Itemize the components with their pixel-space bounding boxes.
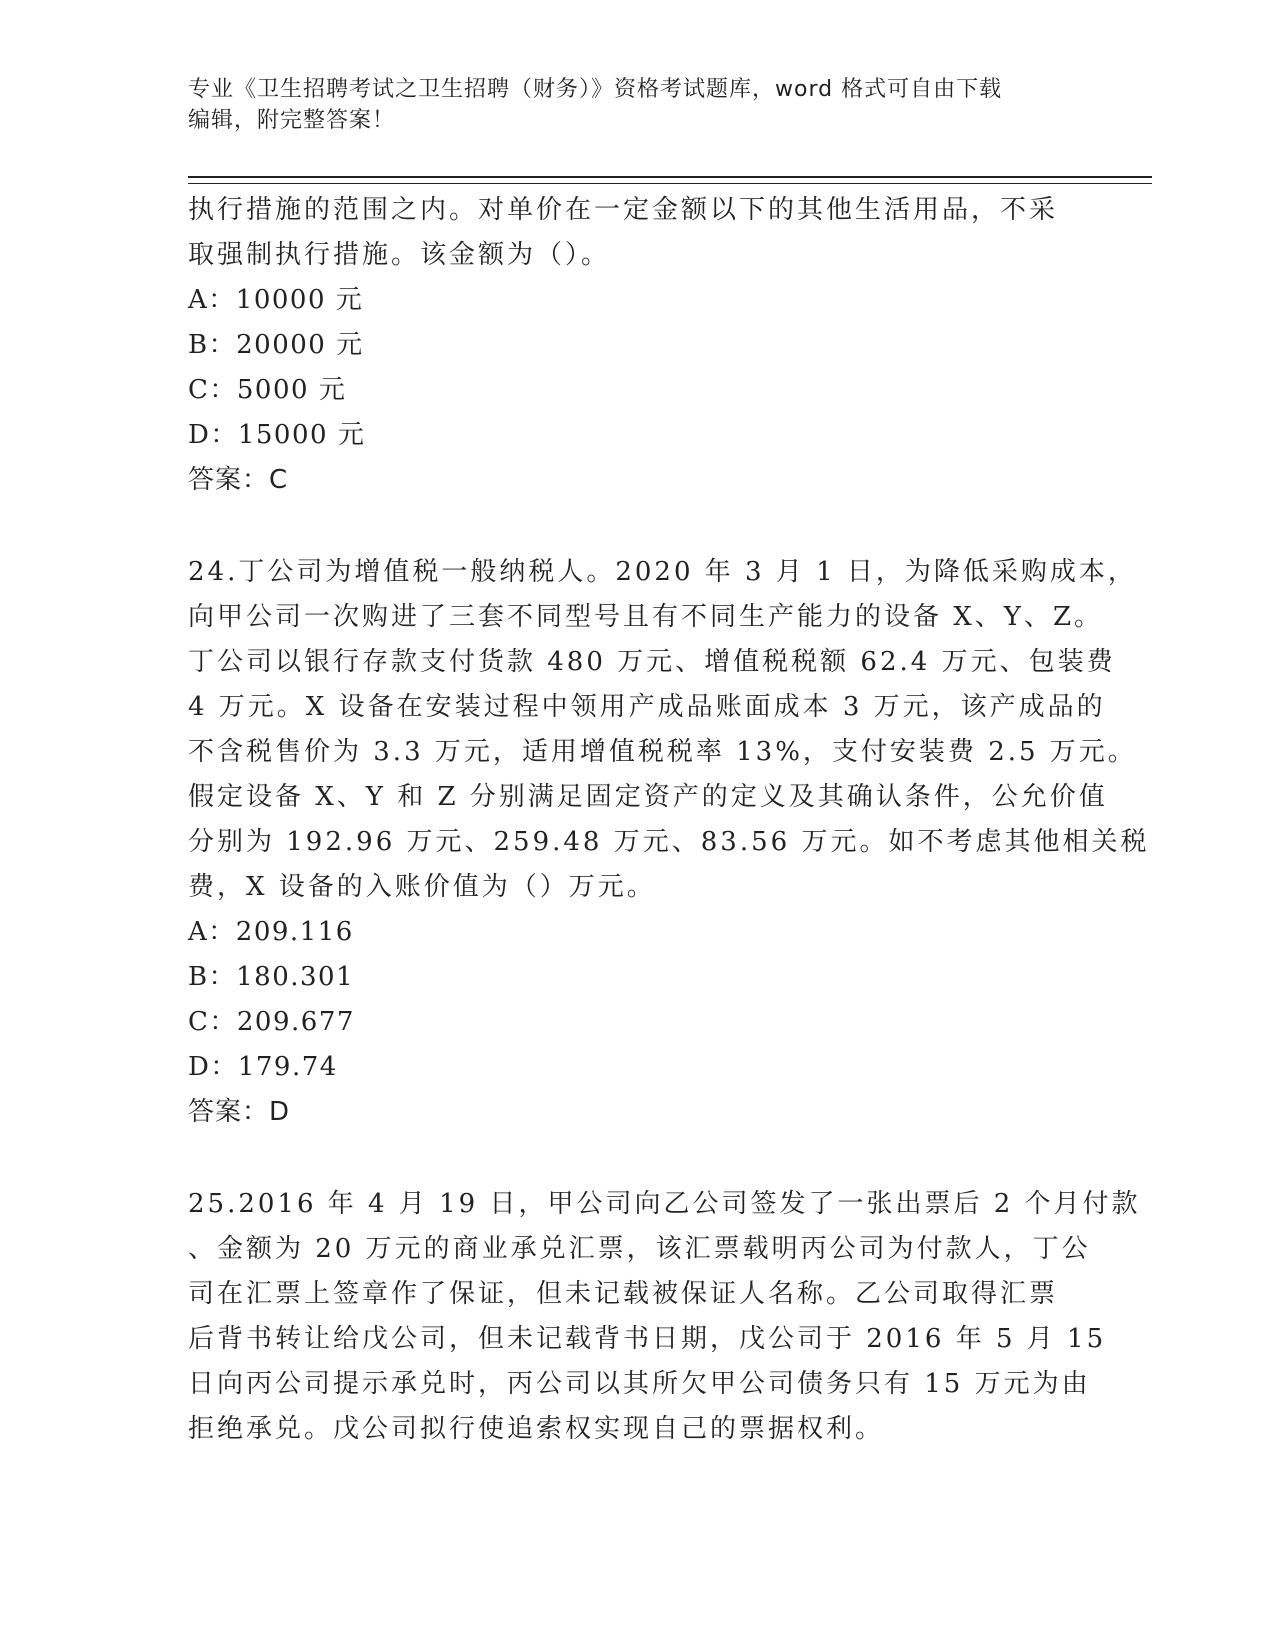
header-divider-thick bbox=[188, 176, 1152, 178]
question-spacer bbox=[188, 503, 1088, 550]
question-spacer bbox=[188, 1135, 1088, 1182]
option-d: D：179.74 bbox=[188, 1052, 338, 1082]
answer-line: 答案：C bbox=[188, 465, 289, 495]
question-stem-line: 不含税售价为 3.3 万元，适用增值税税率 13%，支付安装费 2.5 万元。 bbox=[188, 737, 1137, 767]
question-stem-line: 取强制执行措施。该金额为（）。 bbox=[188, 240, 611, 270]
question-stem-line: 费，X 设备的入账价值为（）万元。 bbox=[188, 872, 656, 902]
question-stem-line: 4 万元。X 设备在安装过程中领用产成品账面成本 3 万元，该产成品的 bbox=[188, 692, 1106, 722]
question-stem-line: 24.丁公司为增值税一般纳税人。2020 年 3 月 1 日，为降低采购成本， bbox=[188, 557, 1137, 587]
question-23 bbox=[188, 188, 1088, 503]
question-stem-line: 拒绝承兑。戊公司拟行使追索权实现自己的票据权利。 bbox=[188, 1414, 885, 1444]
question-stem-line: 日向丙公司提示承兑时，丙公司以其所欠甲公司债务只有 15 万元为由 bbox=[188, 1369, 1091, 1399]
header-title-line-2: 编辑，附完整答案！ bbox=[188, 108, 396, 133]
option-b: B：180.301 bbox=[188, 962, 355, 992]
option-a: A：10000 元 bbox=[188, 285, 364, 315]
question-stem-line: 向甲公司一次购进了三套不同型号且有不同生产能力的设备 X、Y、Z。 bbox=[188, 602, 1104, 632]
page-header bbox=[188, 74, 1068, 136]
question-stem-line: 假定设备 X、Y 和 Z 分别满足固定资产的定义及其确认条件，公允价值 bbox=[188, 782, 1108, 812]
question-stem-line: 后背书转让给戊公司，但未记载背书日期，戊公司于 2016 年 5 月 15 bbox=[188, 1324, 1107, 1354]
question-24 bbox=[188, 550, 1150, 1135]
question-stem-line: 分别为 192.96 万元、259.48 万元、83.56 万元。如不考虑其他相关税 bbox=[188, 827, 1150, 857]
question-25 bbox=[188, 1182, 1141, 1452]
question-stem-line: 司在汇票上签章作了保证，但未记载被保证人名称。乙公司取得汇票 bbox=[188, 1279, 1059, 1309]
option-a: A：209.116 bbox=[188, 917, 354, 947]
question-stem-line: 、金额为 20 万元的商业承兑汇票，该汇票载明丙公司为付款人，丁公 bbox=[188, 1234, 1091, 1264]
option-c: C：209.677 bbox=[188, 1007, 355, 1037]
option-d: D：15000 元 bbox=[188, 420, 366, 450]
option-c: C：5000 元 bbox=[188, 375, 347, 405]
option-b: B：20000 元 bbox=[188, 330, 364, 360]
question-stem-line: 丁公司以银行存款支付货款 480 万元、增值税税额 62.4 万元、包装费 bbox=[188, 647, 1116, 677]
question-stem-line: 执行措施的范围之内。对单价在一定金额以下的其他生活用品，不采 bbox=[188, 195, 1059, 225]
question-content bbox=[188, 188, 1150, 1452]
header-title-line-1: 专业《卫生招聘考试之卫生招聘（财务）》资格考试题库，word 格式可自由下载 bbox=[188, 77, 1003, 102]
question-stem-line: 25.2016 年 4 月 19 日，甲公司向乙公司签发了一张出票后 2 个月付款 bbox=[188, 1189, 1141, 1219]
answer-line: 答案：D bbox=[188, 1097, 291, 1127]
header-divider-thin bbox=[188, 183, 1152, 184]
